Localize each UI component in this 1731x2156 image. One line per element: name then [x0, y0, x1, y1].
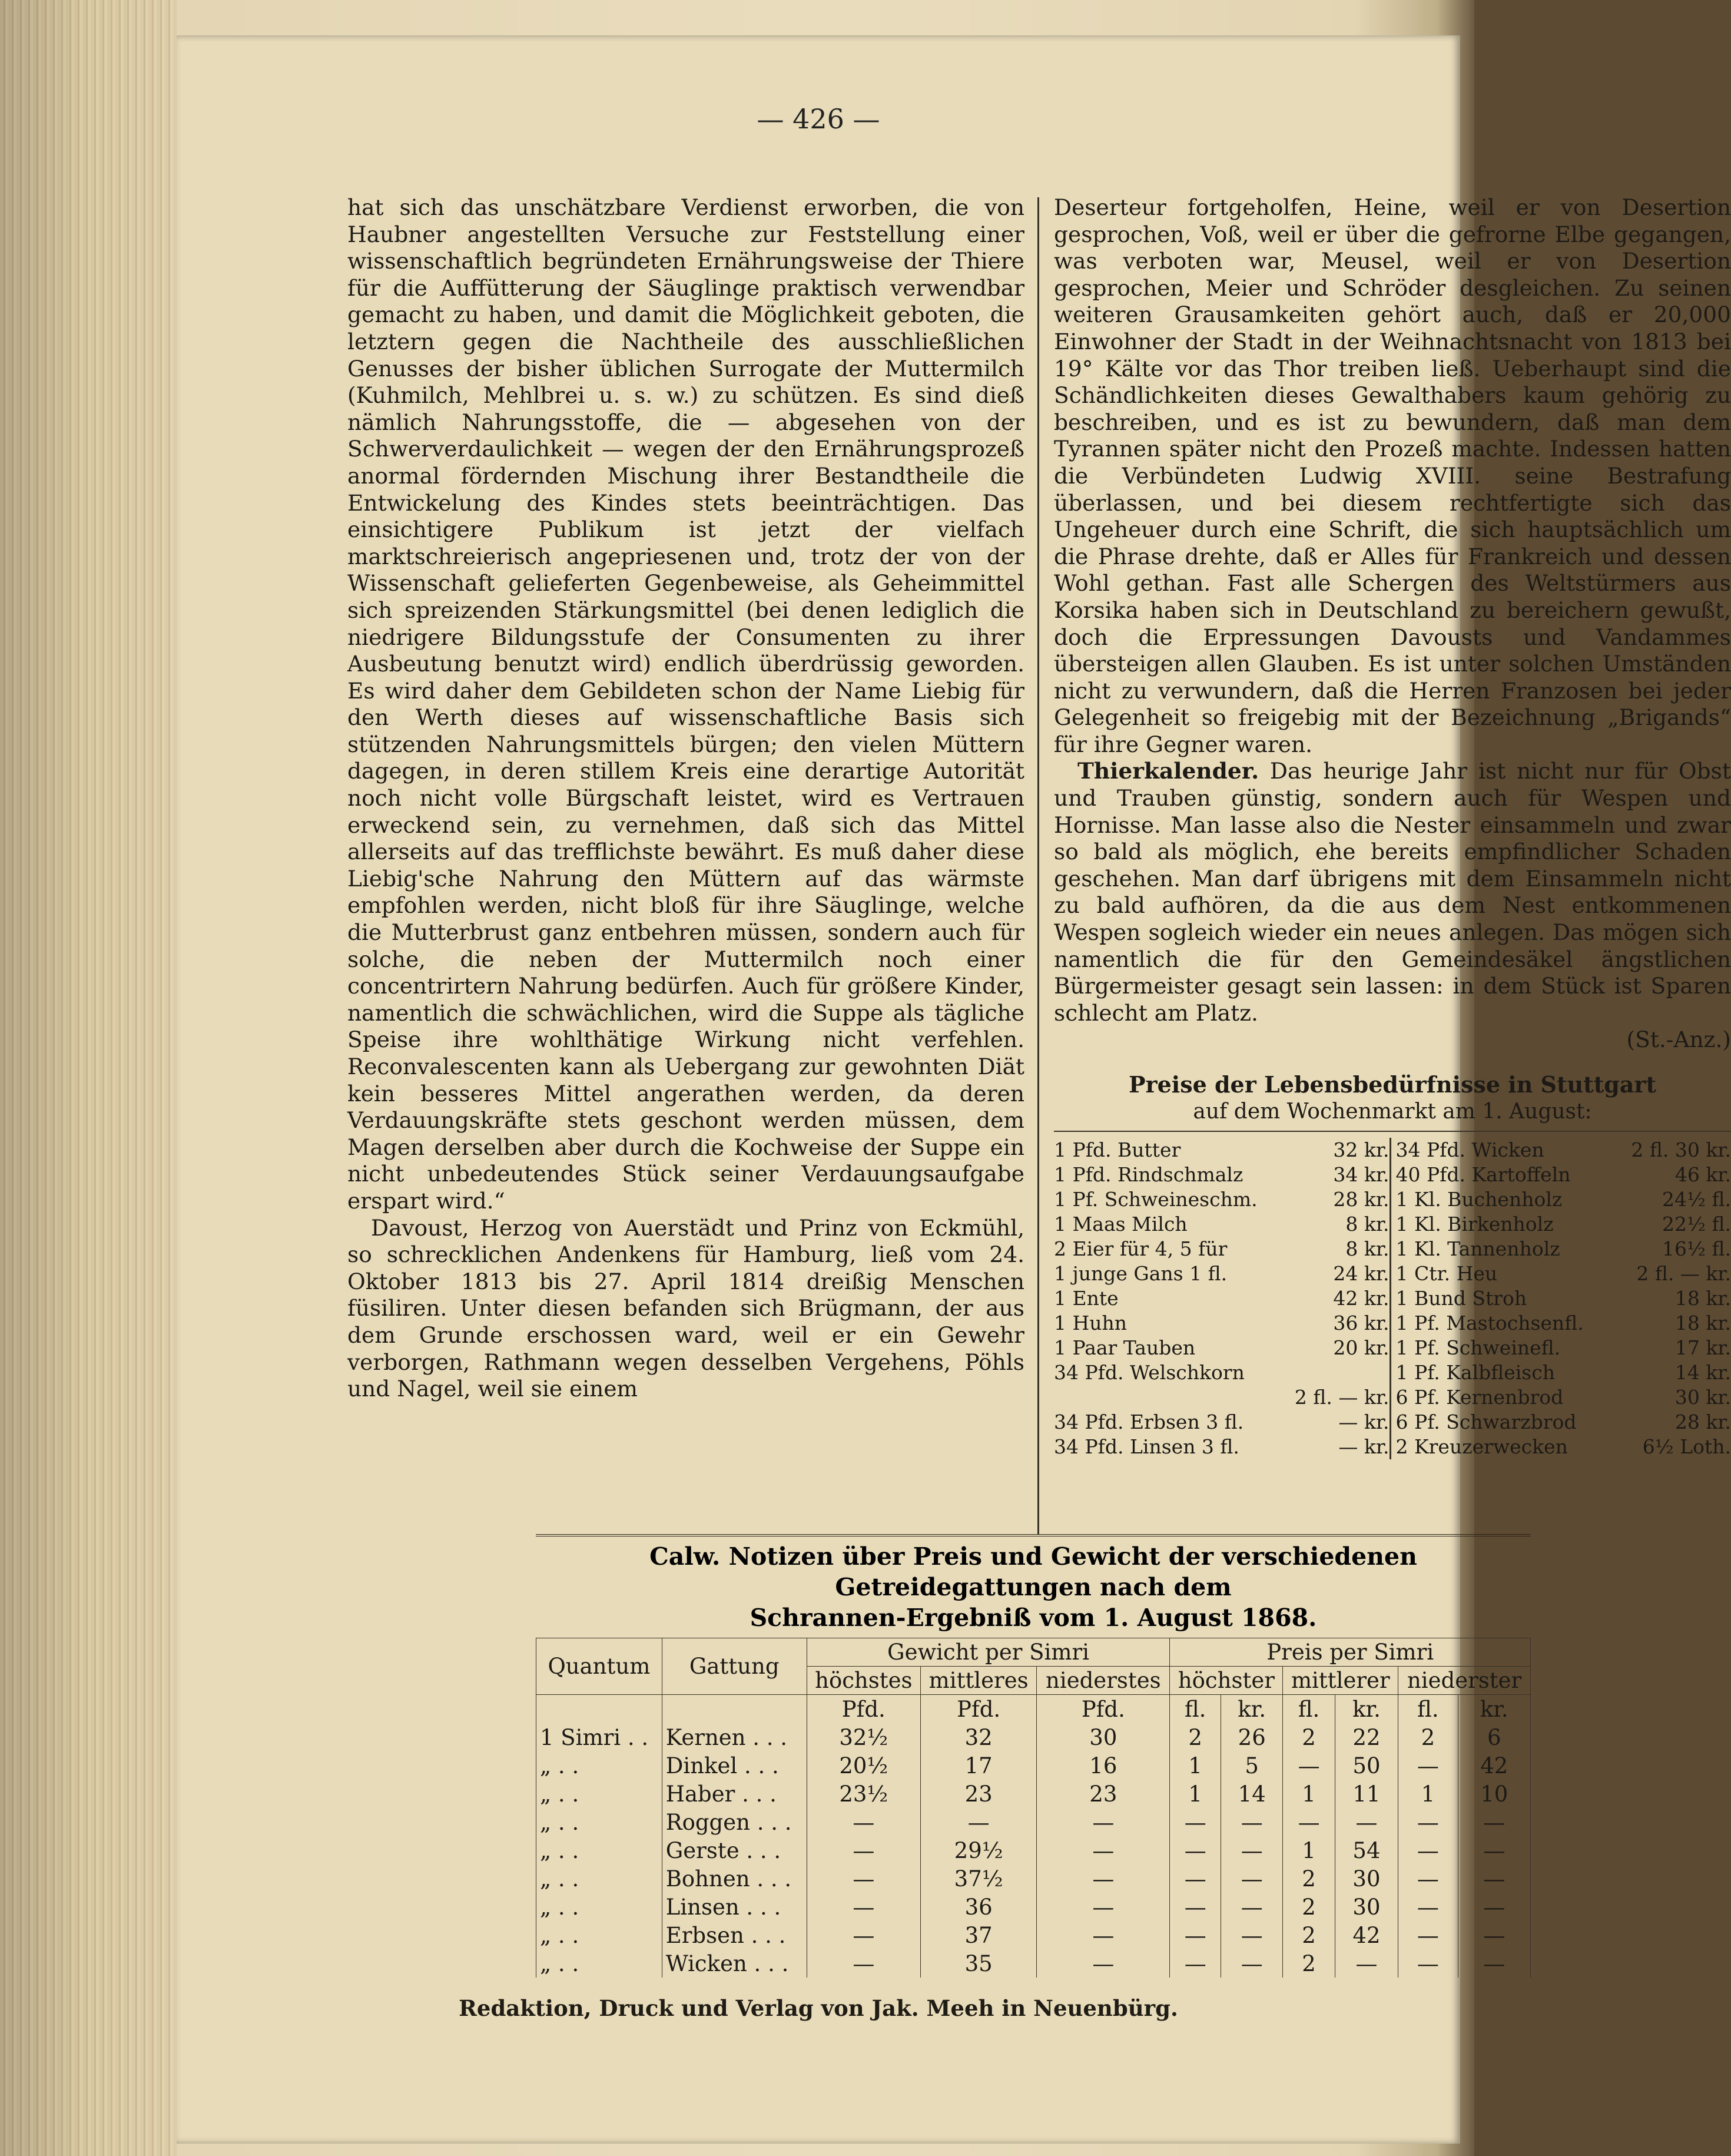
- davoust-continued: Deserteur fortgeholfen, Heine, weil er von Desertion gesprochen, Voß, weil er über die gefrorne Elbe gegangen, was verboten war, Meusel, weil er von Desertion gesprochen, Meier und Schröder desgleichen. Zu seinen weiteren Grausamkeiten gehört auch, daß er 20,000 Einwohner der Stadt in der Weihnachtsnacht von 1813 bei 19° Kälte vor das Thor treiben ließ. Ueberhaupt sind die Schändlichkeiten dieses Gewalthabers kaum gehörig zu beschreiben, und es ist zu bewundern, daß man dem Tyrannen später nicht den Prozeß machte. Indessen hatten die Verbündeten Ludwig XVIII. seine Bestrafung überlassen, und bei diesem rechtfertigte sich das Ungeheuer durch eine Schrift, die sich hauptsächlich um die Phrase drehte, daß er Alles für Frankreich und dessen Wohl gethan. Fast alle Schergen des Weltstürmers aus Korsika haben sich in Deutschland zu bereichern gewußt, doch die Erpressungen Davousts und Vandammes übersteigen allen Glauben. Es ist unter solchen Umständen nicht zu verwundern, daß die Herren Franzosen bei jeder Gelegenheit so freigebig mit der Bezeichnung „Brigands“ für ihre Gegner waren.: [1054, 194, 1731, 757]
- value-cell: 1: [1283, 1836, 1335, 1864]
- table-row: [536, 1949, 1531, 1978]
- unit-cell: fl.: [1170, 1695, 1221, 1724]
- price-list-right: [1390, 1138, 1731, 1459]
- price-row: [1396, 1187, 1731, 1212]
- value-cell: —: [1170, 1893, 1221, 1921]
- price-item: 34 Pfd. Erbsen 3 fl.: [1054, 1410, 1244, 1434]
- value-cell: 2: [1170, 1723, 1221, 1751]
- value-cell: —: [807, 1808, 920, 1836]
- value-cell: —: [1221, 1808, 1283, 1836]
- header-preis: Preis per Simri: [1170, 1638, 1531, 1667]
- value-cell: —: [1458, 1836, 1530, 1864]
- value-cell: —: [1037, 1864, 1170, 1893]
- value-cell: 2: [1283, 1723, 1335, 1751]
- value-cell: 10: [1458, 1780, 1530, 1808]
- gattung-cell: Gerste . . .: [662, 1836, 807, 1864]
- value-cell: 42: [1458, 1751, 1530, 1780]
- value-cell: 37: [921, 1921, 1037, 1949]
- price-value: 18 kr.: [1674, 1287, 1731, 1310]
- value-cell: —: [1037, 1949, 1170, 1978]
- price-item: 6 Pf. Kernenbrod: [1395, 1386, 1564, 1409]
- unit-cell: kr.: [1221, 1695, 1283, 1724]
- price-row: [1054, 1336, 1390, 1360]
- price-item: 1 junge Gans 1 fl.: [1054, 1262, 1228, 1286]
- price-value: 20 kr.: [1333, 1336, 1390, 1360]
- price-value: 36 kr.: [1333, 1312, 1390, 1335]
- price-row: [1054, 1286, 1390, 1311]
- page-number: — 426 —: [757, 103, 880, 135]
- unit-cell: kr.: [1335, 1695, 1398, 1724]
- value-cell: 22: [1335, 1723, 1398, 1751]
- value-cell: 2: [1398, 1723, 1458, 1751]
- grain-report-title-line2: Schrannen-Ergebniß vom 1. August 1868.: [750, 1604, 1317, 1632]
- unit-cell: kr.: [1458, 1695, 1530, 1724]
- value-cell: 1: [1170, 1751, 1221, 1780]
- price-row: [1396, 1410, 1731, 1435]
- value-cell: 6: [1458, 1723, 1530, 1751]
- header-mittlerer: mittlerer: [1283, 1667, 1398, 1695]
- value-cell: 16: [1037, 1751, 1170, 1780]
- value-cell: —: [1398, 1949, 1458, 1978]
- quantum-cell: „ . .: [536, 1949, 662, 1978]
- gattung-cell: Haber . . .: [662, 1780, 807, 1808]
- price-value: 28 kr.: [1333, 1188, 1390, 1211]
- value-cell: 30: [1335, 1864, 1398, 1893]
- value-cell: 32: [921, 1723, 1037, 1751]
- value-cell: 32½: [807, 1723, 920, 1751]
- value-cell: —: [1221, 1893, 1283, 1921]
- value-cell: 35: [921, 1949, 1037, 1978]
- value-cell: —: [921, 1808, 1037, 1836]
- price-value: 8 kr.: [1345, 1213, 1390, 1236]
- price-row: [1054, 1212, 1390, 1237]
- table-row: [536, 1836, 1531, 1864]
- unit-cell: fl.: [1283, 1695, 1335, 1724]
- price-list-left: [1054, 1138, 1390, 1459]
- grain-report: [536, 1534, 1531, 1978]
- price-value: 17 kr.: [1674, 1336, 1731, 1360]
- value-cell: 23: [921, 1780, 1037, 1808]
- header-gewicht: Gewicht per Simri: [807, 1638, 1170, 1667]
- value-cell: —: [807, 1921, 920, 1949]
- quantum-cell: „ . .: [536, 1921, 662, 1949]
- price-value: — kr.: [1338, 1410, 1390, 1434]
- price-row: [1054, 1261, 1390, 1286]
- price-row: [1396, 1385, 1731, 1410]
- value-cell: 14: [1221, 1780, 1283, 1808]
- gattung-cell: Dinkel . . .: [662, 1751, 807, 1780]
- table-row: [536, 1864, 1531, 1893]
- value-cell: —: [1221, 1864, 1283, 1893]
- value-cell: —: [1335, 1949, 1398, 1978]
- price-value: 8 kr.: [1345, 1237, 1390, 1261]
- table-row: [536, 1808, 1531, 1836]
- value-cell: —: [1458, 1808, 1530, 1836]
- price-value: 34 kr.: [1333, 1163, 1390, 1187]
- value-cell: 30: [1037, 1723, 1170, 1751]
- price-row: [1054, 1237, 1390, 1261]
- price-value: 2 fl. — kr.: [1294, 1386, 1390, 1409]
- price-item: 34 Pfd. Welschkorn: [1054, 1361, 1245, 1385]
- right-column: [1054, 194, 1731, 1459]
- value-cell: —: [1170, 1808, 1221, 1836]
- value-cell: —: [1398, 1836, 1458, 1864]
- header-hoechster: höchster: [1170, 1667, 1283, 1695]
- prices-title: Preise der Lebensbedürfnisse in Stuttgart: [1128, 1071, 1657, 1098]
- book-edge: [0, 0, 177, 2156]
- price-row: [1396, 1311, 1731, 1336]
- value-cell: 29½: [921, 1836, 1037, 1864]
- price-item: 1 Paar Tauben: [1054, 1336, 1196, 1360]
- units-row: [536, 1695, 1531, 1724]
- price-item: 1 Kl. Birkenholz: [1395, 1213, 1554, 1236]
- unit-cell: fl.: [1398, 1695, 1458, 1724]
- value-cell: 37½: [921, 1864, 1037, 1893]
- table-row: [536, 1780, 1531, 1808]
- price-value: 42 kr.: [1333, 1287, 1390, 1310]
- header-quantum: Quantum: [536, 1638, 662, 1695]
- quantum-cell: „ . .: [536, 1836, 662, 1864]
- price-row: [1054, 1410, 1390, 1435]
- price-row: [1396, 1286, 1731, 1311]
- value-cell: 2: [1283, 1893, 1335, 1921]
- price-row: [1396, 1336, 1731, 1360]
- price-value: 22½ fl.: [1662, 1213, 1731, 1236]
- price-row: [1396, 1163, 1731, 1187]
- price-value: 14 kr.: [1674, 1361, 1731, 1385]
- price-value: 28 kr.: [1674, 1410, 1731, 1434]
- price-item: 1 Pf. Mastochsenfl.: [1395, 1312, 1584, 1335]
- quantum-cell: 1 Simri . .: [536, 1723, 662, 1751]
- quantum-cell: „ . .: [536, 1864, 662, 1893]
- unit-cell: Pfd.: [1037, 1695, 1170, 1724]
- value-cell: —: [1170, 1949, 1221, 1978]
- header-niederstes: niederstes: [1037, 1667, 1170, 1695]
- value-cell: 26: [1221, 1723, 1283, 1751]
- price-item: 1 Huhn: [1054, 1312, 1128, 1335]
- price-item: 2 Kreuzerwecken: [1395, 1435, 1568, 1459]
- gattung-cell: Linsen . . .: [662, 1893, 807, 1921]
- quantum-cell: „ . .: [536, 1751, 662, 1780]
- value-cell: —: [1398, 1751, 1458, 1780]
- value-cell: —: [1335, 1808, 1398, 1836]
- price-item: 1 Ctr. Heu: [1395, 1262, 1498, 1286]
- price-item: 40 Pfd. Kartoffeln: [1395, 1163, 1571, 1187]
- thierkalender-article: [1054, 758, 1731, 1026]
- prices-rule: [1054, 1131, 1731, 1132]
- gattung-cell: Kernen . . .: [662, 1723, 807, 1751]
- value-cell: —: [1283, 1751, 1335, 1780]
- value-cell: —: [1170, 1836, 1221, 1864]
- value-cell: —: [807, 1949, 920, 1978]
- grain-report-title-line1: Calw. Notizen über Preis und Gewicht der verschiedenen Getreidegattungen nach dem: [649, 1542, 1417, 1601]
- price-item: 34 Pfd. Linsen 3 fl.: [1054, 1435, 1239, 1459]
- header-hoechstes: höchstes: [807, 1667, 920, 1695]
- value-cell: —: [1170, 1921, 1221, 1949]
- price-value: — kr.: [1338, 1435, 1390, 1459]
- grain-table-body: [536, 1695, 1531, 1978]
- price-item: 1 Pfd. Rindschmalz: [1054, 1163, 1243, 1187]
- price-item: 1 Pfd. Butter: [1054, 1138, 1181, 1162]
- price-row: [1054, 1163, 1390, 1187]
- value-cell: —: [1221, 1836, 1283, 1864]
- gattung-cell: Bohnen . . .: [662, 1864, 807, 1893]
- price-item: 1 Ente: [1054, 1287, 1119, 1310]
- value-cell: —: [1458, 1893, 1530, 1921]
- unit-cell: Pfd.: [921, 1695, 1037, 1724]
- price-row: [1396, 1435, 1731, 1459]
- value-cell: 1: [1398, 1780, 1458, 1808]
- price-item: 34 Pfd. Wicken: [1395, 1138, 1544, 1162]
- price-value: 46 kr.: [1674, 1163, 1731, 1187]
- grain-table: [536, 1638, 1531, 1978]
- price-value: 24 kr.: [1333, 1262, 1390, 1286]
- value-cell: 1: [1283, 1780, 1335, 1808]
- price-value: 2 fl. 30 kr.: [1631, 1138, 1731, 1162]
- price-item: 1 Bund Stroh: [1395, 1287, 1527, 1310]
- price-row: [1396, 1237, 1731, 1261]
- value-cell: 11: [1335, 1780, 1398, 1808]
- price-item: 1 Pf. Schweinefl.: [1395, 1336, 1561, 1360]
- value-cell: 2: [1283, 1864, 1335, 1893]
- value-cell: —: [807, 1893, 920, 1921]
- price-value: 16½ fl.: [1662, 1237, 1731, 1261]
- value-cell: 23½: [807, 1780, 920, 1808]
- price-row: [1054, 1360, 1390, 1385]
- left-column: [347, 194, 1024, 1403]
- header-gattung: Gattung: [662, 1638, 807, 1695]
- prices-subtitle: auf dem Wochenmarkt am 1. August:: [1193, 1099, 1592, 1124]
- value-cell: 30: [1335, 1893, 1398, 1921]
- price-row: [1054, 1385, 1390, 1410]
- price-row: [1396, 1360, 1731, 1385]
- price-value: 18 kr.: [1674, 1312, 1731, 1335]
- grain-report-rule: [536, 1534, 1531, 1536]
- liebig-article: hat sich das unschätzbare Verdienst erworben, die von Haubner angestellten Versuche zur Feststellung einer wissenschaftlich begründeten Ernährungsweise der Thiere für die Auffütterung der Säuglinge praktisch verwendbar gemacht zu haben, und damit die Möglichkeit geboten, die letztern gegen die Nachtheile des ausschließlichen Genusses der bisher üblichen Surrogate der Muttermilch (Kuhmilch, Mehlbrei u. s. w.) zu schützen. Es sind dieß nämlich Nahrungsstoffe, die — abgesehen von der Schwerverdaulichkeit — wegen der den Ernährungsprozeß anormal fördernden Mischung ihrer Bestandtheile die Entwickelung des Kindes stets beeinträchtigen. Das einsichtigere Publikum ist jetzt der vielfach marktschreierisch angepriesenen und, trotz der von der Wissenschaft gelieferten Gegenbeweise, als Geheimmittel sich spreizenden Stärkungsmittel (bei denen lediglich die niedrigere Bildungsstufe der Consumenten zu ihrer Ausbeutung benutzt wird) endlich überdrüssig geworden. Es wird daher dem Gebildeten schon der Name Liebig für den Werth dieses auf wissenschaftliche Basis sich stützenden Nahrungsmittels bürgen; den vielen Müttern dagegen, in deren stillem Kreis eine derartige Autorität noch nicht volle Bürgschaft leistet, wird es Vertrauen erweckend sein, zu vernehmen, daß sich das Mittel allerseits auf das trefflichste bewährt. Es muß daher diese Liebig'sche Nahrung den Müttern auf das wärmste empfohlen werden, nicht bloß für ihre Säuglinge, welche die Mutterbrust ganz entbehren müssen, sondern auch für solche, die neben der Muttermilch noch einer concentrirtern Nahrung bedürfen. Auch für größere Kinder, namentlich die schwächlichen, wird die Suppe als tägliche Speise ihre wohlthätige Wirkung nicht verfehlen. Reconvalescenten kann als Uebergang zur gewohnten Diät kein besseres Mittel angerathen werden, da deren Verdauungskräfte stets geschont werden müssen, dem Magen derselben aber durch die Kochweise der Suppe ein nicht unbedeutendes Stück seiner Verdauungsaufgabe erspart wird.“: [347, 194, 1024, 1214]
- price-row: [1396, 1212, 1731, 1237]
- value-cell: —: [1170, 1864, 1221, 1893]
- value-cell: 54: [1335, 1836, 1398, 1864]
- newspaper-page: [177, 35, 1731, 2144]
- price-item: 1 Pf. Kalbfleisch: [1395, 1361, 1555, 1385]
- source-attribution: (St.-Anz.): [1626, 1026, 1731, 1053]
- price-item: 6 Pf. Schwarzbrod: [1395, 1410, 1577, 1434]
- price-row: [1054, 1435, 1390, 1459]
- units-cell-empty: [662, 1695, 807, 1724]
- imprint: Redaktion, Druck und Verlag von Jak. Meeh in Neuenbürg.: [459, 1995, 1178, 2021]
- value-cell: —: [1037, 1893, 1170, 1921]
- header-mittleres: mittleres: [921, 1667, 1037, 1695]
- gattung-cell: Wicken . . .: [662, 1949, 807, 1978]
- value-cell: 1: [1170, 1780, 1221, 1808]
- value-cell: —: [807, 1864, 920, 1893]
- value-cell: —: [1458, 1949, 1530, 1978]
- value-cell: —: [1221, 1949, 1283, 1978]
- value-cell: 2: [1283, 1949, 1335, 1978]
- table-row: [536, 1921, 1531, 1949]
- value-cell: —: [1398, 1808, 1458, 1836]
- value-cell: 50: [1335, 1751, 1398, 1780]
- gattung-cell: Erbsen . . .: [662, 1921, 807, 1949]
- thierkalender-heading: Thierkalender.: [1077, 758, 1259, 784]
- value-cell: —: [1398, 1893, 1458, 1921]
- quantum-cell: „ . .: [536, 1780, 662, 1808]
- value-cell: —: [1458, 1864, 1530, 1893]
- value-cell: 5: [1221, 1751, 1283, 1780]
- value-cell: 2: [1283, 1921, 1335, 1949]
- quantum-cell: „ . .: [536, 1893, 662, 1921]
- quantum-cell: „ . .: [536, 1808, 662, 1836]
- price-value: 2 fl. — kr.: [1636, 1262, 1731, 1286]
- value-cell: 17: [921, 1751, 1037, 1780]
- column-divider: [1037, 197, 1039, 1534]
- price-row: [1054, 1138, 1390, 1163]
- value-cell: —: [1221, 1921, 1283, 1949]
- value-cell: —: [1037, 1921, 1170, 1949]
- price-row: [1396, 1261, 1731, 1286]
- price-item: 1 Kl. Tannenholz: [1395, 1237, 1560, 1261]
- table-row: [536, 1893, 1531, 1921]
- price-value: 6½ Loth.: [1642, 1435, 1731, 1459]
- price-list: [1054, 1138, 1731, 1459]
- grain-report-title: [536, 1541, 1531, 1633]
- value-cell: 36: [921, 1893, 1037, 1921]
- price-item: 2 Eier für 4, 5 für: [1054, 1237, 1228, 1261]
- value-cell: —: [1458, 1921, 1530, 1949]
- value-cell: 20½: [807, 1751, 920, 1780]
- unit-cell: Pfd.: [807, 1695, 920, 1724]
- price-item: 1 Maas Milch: [1054, 1213, 1188, 1236]
- value-cell: —: [1398, 1864, 1458, 1893]
- price-value: 30 kr.: [1674, 1386, 1731, 1409]
- price-row: [1396, 1138, 1731, 1163]
- thierkalender-text: Das heurige Jahr ist nicht nur für Obst und Trauben günstig, sondern auch für Wespen und Hornisse. Man lasse also die Nester einsammeln und zwar so bald als möglich, ehe bereits empfindlicher Schaden geschehen. Man darf übrigens mit dem Einsammeln nicht zu bald aufhören, da die aus dem Nest entkommenen Wespen sogleich wieder ein neues anlegen. Das mögen sich namentlich die für den Gemeindesäkel ängstlichen Bürgermeister gesagt sein lassen: in dem Stück ist Sparen schlecht am Platz.: [1054, 758, 1731, 1026]
- value-cell: —: [1398, 1921, 1458, 1949]
- value-cell: —: [1283, 1808, 1335, 1836]
- price-item: 1 Kl. Buchenholz: [1395, 1188, 1563, 1211]
- price-value: 32 kr.: [1333, 1138, 1390, 1162]
- value-cell: 23: [1037, 1780, 1170, 1808]
- table-row: [536, 1751, 1531, 1780]
- price-row: [1054, 1311, 1390, 1336]
- value-cell: —: [1037, 1836, 1170, 1864]
- header-niederster: niederster: [1398, 1667, 1531, 1695]
- gattung-cell: Roggen . . .: [662, 1808, 807, 1836]
- price-value: 24½ fl.: [1662, 1188, 1731, 1211]
- price-row: [1054, 1187, 1390, 1212]
- value-cell: —: [807, 1836, 920, 1864]
- units-cell-empty: [536, 1695, 662, 1724]
- value-cell: —: [1037, 1808, 1170, 1836]
- price-item: 1 Pf. Schweineschm.: [1054, 1188, 1258, 1211]
- table-row: [536, 1723, 1531, 1751]
- value-cell: 42: [1335, 1921, 1398, 1949]
- davoust-article: Davoust, Herzog von Auerstädt und Prinz von Eckmühl, so schrecklichen Andenkens für Hamburg, ließ vom 24. Oktober 1813 bis 27. April 1814 dreißig Menschen füsiliren. Unter diesen befanden sich Brügmann, der aus dem Grunde erschossen ward, weil er ein Gewehr verborgen, Rathmann wegen desselben Vergehens, Pöhls und Nagel, weil sie einem: [347, 1214, 1024, 1402]
